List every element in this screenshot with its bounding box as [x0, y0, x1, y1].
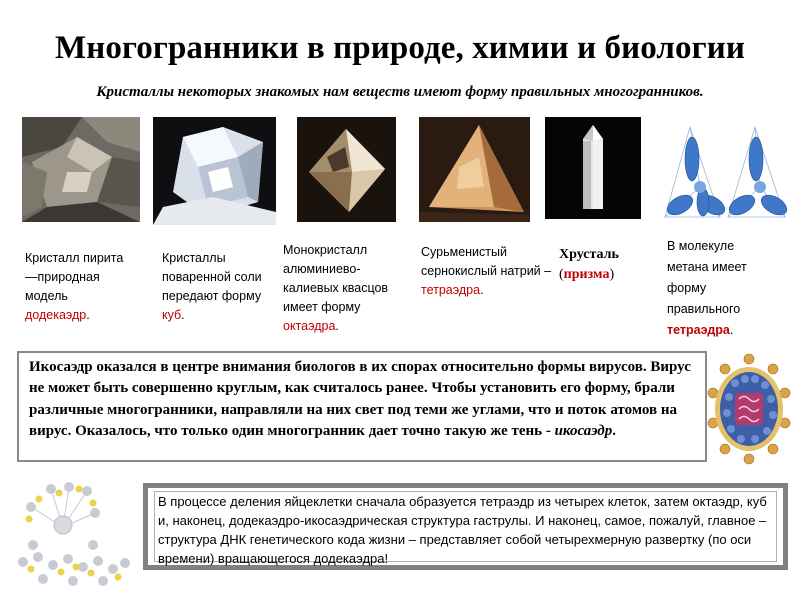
caption-antimony: Сурьменистый сернокислый натрий – тетраэдра.	[421, 245, 552, 297]
virus-illustration	[705, 353, 793, 465]
cell-division-textbox	[143, 483, 788, 570]
cell-division-textbox-inner: В процессе деления яйцеклетки сначала образуется тетраэдр из четырех клеток, затем октаэдр, куб и, наконец, додекаэдро-икосаэдрическая структура гаструлы. И наконец, самое, пожалуй, главное – структура ДНК генетического кода жизни – представляет собой четырехмерную развертку (по оси времени) вращающегося додекаэдра!	[154, 491, 777, 562]
methane-molecule-diagram	[660, 117, 790, 229]
caption-crystal: Хрусталь (призма)	[559, 247, 619, 282]
salt-crystal-photo	[153, 117, 276, 225]
slide-title: Многогранники в природе, химии и биологии	[55, 30, 745, 66]
icosahedron-virus-textbox: Икосаэдр оказался в центре внимания биологов в их спорах относительно формы вирусов. Вирус не может быть совершенно круглым, как считалось ранее. Чтобы установить его форму, брали различные многогранники, направляли на них свет под теми же углами, что и поток атомов на вирус. Оказалось, что только один многогранник дает точно такую же тень - икосаэдр.	[17, 351, 707, 462]
cell-division-illustration	[13, 477, 136, 592]
caption-methane: В молекуле метана имеет форму правильного тетраэдра.	[667, 239, 747, 337]
alum-crystal-photo	[297, 117, 396, 222]
pyrite-photo	[22, 117, 140, 222]
slide-subtitle: Кристаллы некоторых знакомых нам веществ имеют форму правильных многогранников.	[96, 84, 704, 100]
antimony-crystal-photo	[419, 117, 530, 222]
caption-alum: Монокристалл алюминиево-калиевых квасцов имеет форму октаэдра.	[283, 243, 389, 333]
quartz-crystal-photo	[545, 117, 641, 219]
caption-salt: Кристаллы поваренной соли передают форму куб.	[162, 251, 262, 322]
caption-pyrite: Кристалл пирита—природная модель додекаэдр.	[25, 251, 124, 322]
